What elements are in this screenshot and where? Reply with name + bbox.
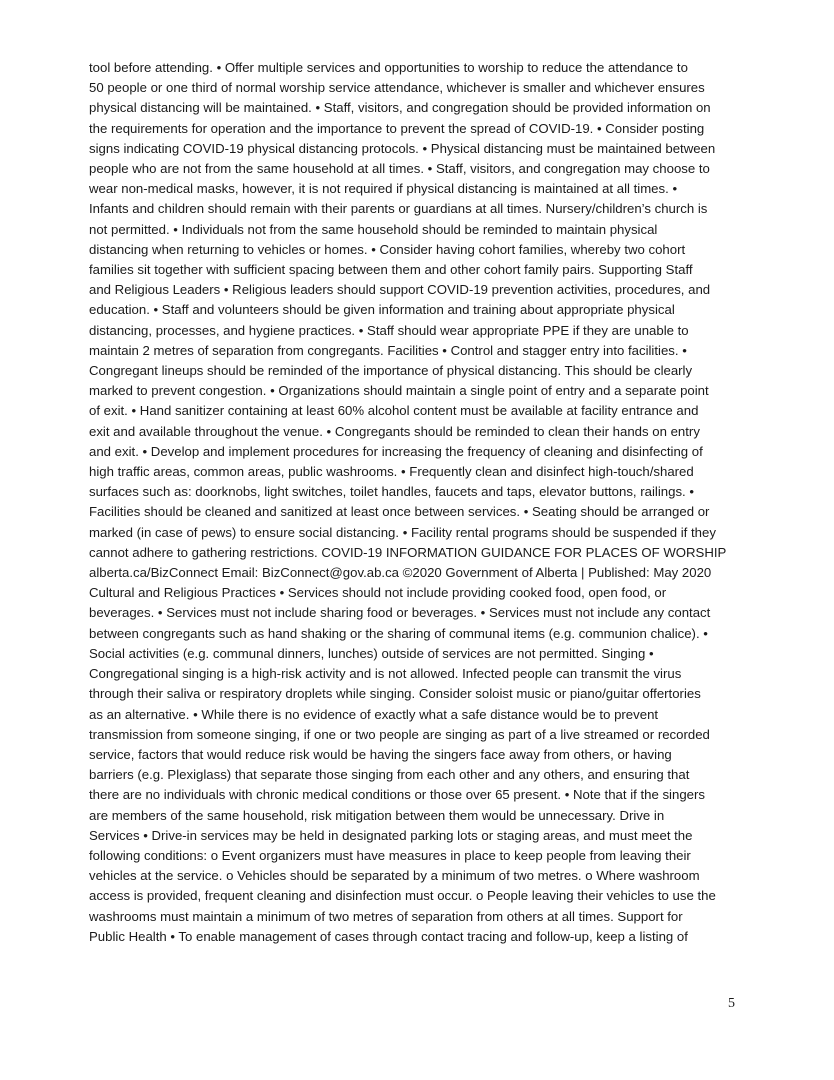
- text-line: service, factors that would reduce risk would be having the singers face away from others, or having: [89, 746, 672, 762]
- text-line: are members of the same household, risk mitigation between them would be unnecessary. Drive in: [89, 807, 665, 823]
- text-line: barriers (e.g. Plexiglass) that separate those singing from each other and any others, and ensuring that: [89, 767, 690, 783]
- text-line: Infants and children should remain with their parents or guardians at all times. Nursery/children’s church is: [89, 201, 708, 217]
- text-line: access is provided, frequent cleaning and disinfection must occur. o People leaving their vehicles to use the: [89, 888, 716, 904]
- text-line: 50 people or one third of normal worship service attendance, whichever is smaller and whichever ensures: [89, 80, 705, 96]
- text-line: Cultural and Religious Practices • Services should not include providing cooked food, open food, or: [89, 585, 667, 601]
- text-line: tool before attending. • Offer multiple services and opportunities to worship to reduce the attendance to: [89, 60, 688, 75]
- text-line: the requirements for operation and the importance to prevent the spread of COVID-19. • Consider posting: [89, 120, 705, 136]
- text-line: physical distancing will be maintained. • Staff, visitors, and congregation should be provided information on: [89, 100, 711, 116]
- text-line: there are no individuals with chronic medical conditions or those over 65 present. • Note that if the singers: [89, 787, 705, 803]
- text-line: alberta.ca/BizConnect Email: BizConnect@gov.ab.ca ©2020 Government of Alberta | Published: May 2020: [89, 565, 712, 581]
- text-line: following conditions: o Event organizers must have measures in place to keep people from leaving their: [89, 847, 691, 863]
- text-line: washrooms must maintain a minimum of two metres of separation from others at all times. Support for: [89, 908, 683, 924]
- text-line: distancing, processes, and hygiene practices. • Staff should wear appropriate PPE if they are unable to: [89, 322, 689, 338]
- page-number: 5: [728, 996, 735, 1011]
- text-line: Facilities should be cleaned and sanitized at least once between services. • Seating should be arranged or: [89, 504, 710, 520]
- text-line: vehicles at the service. o Vehicles should be separated by a minimum of two metres. o Where washroom: [89, 868, 700, 884]
- text-line: as an alternative. • While there is no evidence of exactly what a safe distance would be to prevent: [89, 706, 659, 722]
- text-line: wear non-medical masks, however, it is not required if physical distancing is maintained at all times. •: [89, 181, 678, 197]
- text-line: surfaces such as: doorknobs, light switches, toilet handles, faucets and taps, elevator buttons, railings. •: [89, 484, 694, 500]
- body-text: [89, 58, 749, 947]
- text-line: marked to prevent congestion. • Organizations should maintain a single point of entry and a separate point: [89, 383, 709, 399]
- text-line: Public Health • To enable management of cases through contact tracing and follow-up, keep a listing of: [89, 928, 688, 944]
- text-line: and Religious Leaders • Religious leaders should support COVID-19 prevention activities, procedures, and: [89, 282, 711, 298]
- text-line: marked (in case of pews) to ensure social distancing. • Facility rental programs should be suspended if they: [89, 524, 716, 540]
- text-line: of exit. • Hand sanitizer containing at least 60% alcohol content must be available at facility entrance and: [89, 403, 699, 419]
- text-line: transmission from someone singing, if one or two people are singing as part of a live streamed or recorded: [89, 726, 710, 742]
- text-line: education. • Staff and volunteers should be given information and training about appropriate physical: [89, 302, 675, 318]
- text-line: Services • Drive-in services may be held in designated parking lots or staging areas, and must meet the: [89, 827, 693, 843]
- text-line: not permitted. • Individuals not from the same household should be reminded to maintain physical: [89, 221, 658, 237]
- text-line: Congregational singing is a high-risk activity and is not allowed. Infected people can transmit the virus: [89, 666, 682, 682]
- text-line: beverages. • Services must not include sharing food or beverages. • Services must not include any contact: [89, 605, 711, 621]
- text-line: people who are not from the same household at all times. • Staff, visitors, and congregation may choose to: [89, 161, 710, 177]
- text-line: distancing when returning to vehicles or homes. • Consider having cohort families, whereby two cohort: [89, 241, 686, 257]
- text-line: high traffic areas, common areas, public washrooms. • Frequently clean and disinfect high-touch/shared: [89, 464, 694, 480]
- text-line: between congregants such as hand shaking or the sharing of communal items (e.g. communion chalice). •: [89, 625, 708, 641]
- text-line: signs indicating COVID-19 physical distancing protocols. • Physical distancing must be maintained between: [89, 140, 716, 156]
- text-line: and exit. • Develop and implement procedures for increasing the frequency of cleaning and disinfecting of: [89, 443, 703, 459]
- text-line: Congregant lineups should be reminded of the importance of physical distancing. This should be clearly: [89, 363, 693, 379]
- text-line: Social activities (e.g. communal dinners, lunches) outside of services are not permitted. Singing •: [89, 645, 654, 661]
- text-line: exit and available throughout the venue. • Congregants should be reminded to clean their hands on entry: [89, 423, 700, 439]
- text-line: cannot adhere to gathering restrictions. COVID-19 INFORMATION GUIDANCE FOR PLACES OF WORSHIP: [89, 544, 727, 560]
- text-line: families sit together with sufficient spacing between them and other cohort family pairs. Supporting Staff: [89, 262, 693, 278]
- text-line: through their saliva or respiratory droplets while singing. Consider soloist music or piano/guitar offertories: [89, 686, 701, 702]
- text-line: maintain 2 metres of separation from congregants. Facilities • Control and stagger entry into facilities. •: [89, 342, 687, 358]
